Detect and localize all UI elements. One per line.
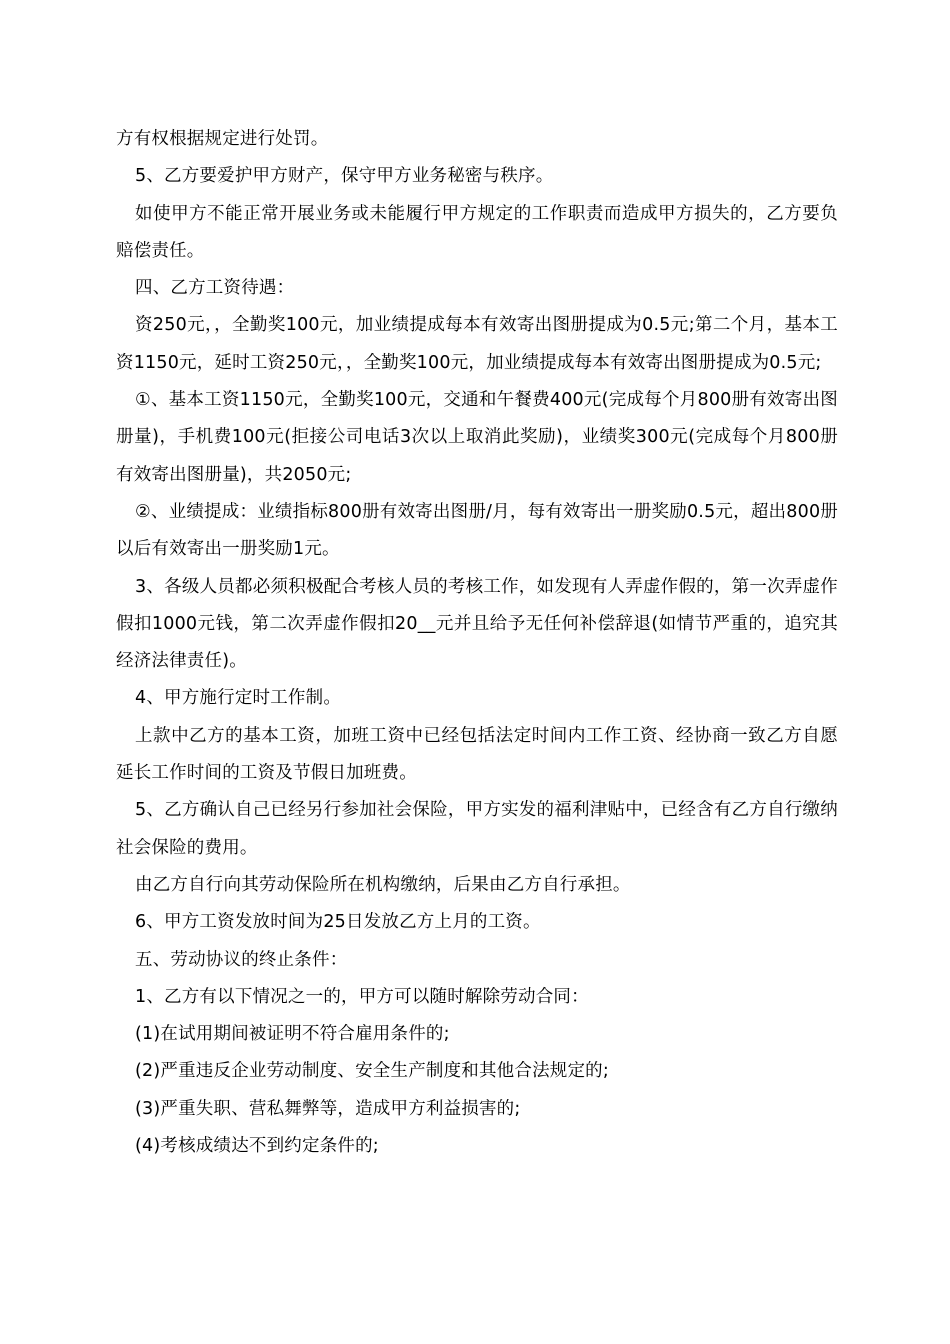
list-item-2: (2)严重违反企业劳动制度、安全生产制度和其他合法规定的; (135, 1061, 609, 1082)
paragraph-8: 3、各级人员都必须积极配合考核人员的考核工作，如发现有人弄虚作假的，第一次弄虚作假扣1000元钱，第二次弄虚作假扣20__元并且给予无任何补偿辞退(如情节严重的，追究其经济法律责任)。 (116, 576, 838, 672)
document-body (116, 121, 838, 1165)
paragraph-2: 5、乙方要爱护甲方财产，保守甲方业务秘密与秩序。 (135, 166, 554, 187)
section-heading-salary: 四、乙方工资待遇： (135, 278, 295, 299)
paragraph-3: 如使甲方不能正常开展业务或未能履行甲方规定的工作职责而造成甲方损失的，乙方要负赔偿责任。 (116, 203, 838, 261)
section-heading-termination: 五、劳动协议的终止条件： (135, 949, 348, 970)
list-item-3: (3)严重失职、营私舞弊等，造成甲方利益损害的; (135, 1098, 521, 1119)
paragraph-15: 1、乙方有以下情况之一的，甲方可以随时解除劳动合同： (135, 986, 589, 1007)
paragraph-10: 上款中乙方的基本工资，加班工资中已经包括法定时间内工作工资、经协商一致乙方自愿延长工作时间的工资及节假日加班费。 (116, 725, 838, 784)
paragraph-11: 5、乙方确认自己已经另行参加社会保险，甲方实发的福利津贴中，已经含有乙方自行缴纳社会保险的费用。 (116, 800, 838, 858)
paragraph-6: ①、基本工资1150元，全勤奖100元，交通和午餐费400元(完成每个月800册有效寄出图册量)，手机费100元(拒接公司电话3次以上取消此奖励)，业绩奖300元(完成每个月800册有效寄出图册量)，共2050元; (116, 390, 838, 485)
paragraph-7: ②、业绩提成：业绩指标800册有效寄出图册/月，每有效寄出一册奖励0.5元，超出800册以后有效寄出一册奖励1元。 (116, 501, 838, 560)
paragraph-9: 4、甲方施行定时工作制。 (135, 688, 342, 709)
paragraph-5: 资250元，，全勤奖100元，加业绩提成每本有效寄出图册提成为0.5元;第二个月，基本工资1150元，延时工资250元，，全勤奖100元，加业绩提成每本有效寄出图册提成为0.5元; (116, 315, 838, 373)
paragraph-13: 6、甲方工资发放时间为25日发放乙方上月的工资。 (135, 912, 541, 933)
paragraph-1: 方有权根据规定进行处罚。 (116, 129, 329, 149)
paragraph-12: 由乙方自行向其劳动保险所在机构缴纳，后果由乙方自行承担。 (135, 874, 631, 895)
list-item-4: (4)考核成绩达不到约定条件的; (135, 1136, 379, 1157)
list-item-1: (1)在试用期间被证明不符合雇用条件的; (135, 1024, 450, 1045)
